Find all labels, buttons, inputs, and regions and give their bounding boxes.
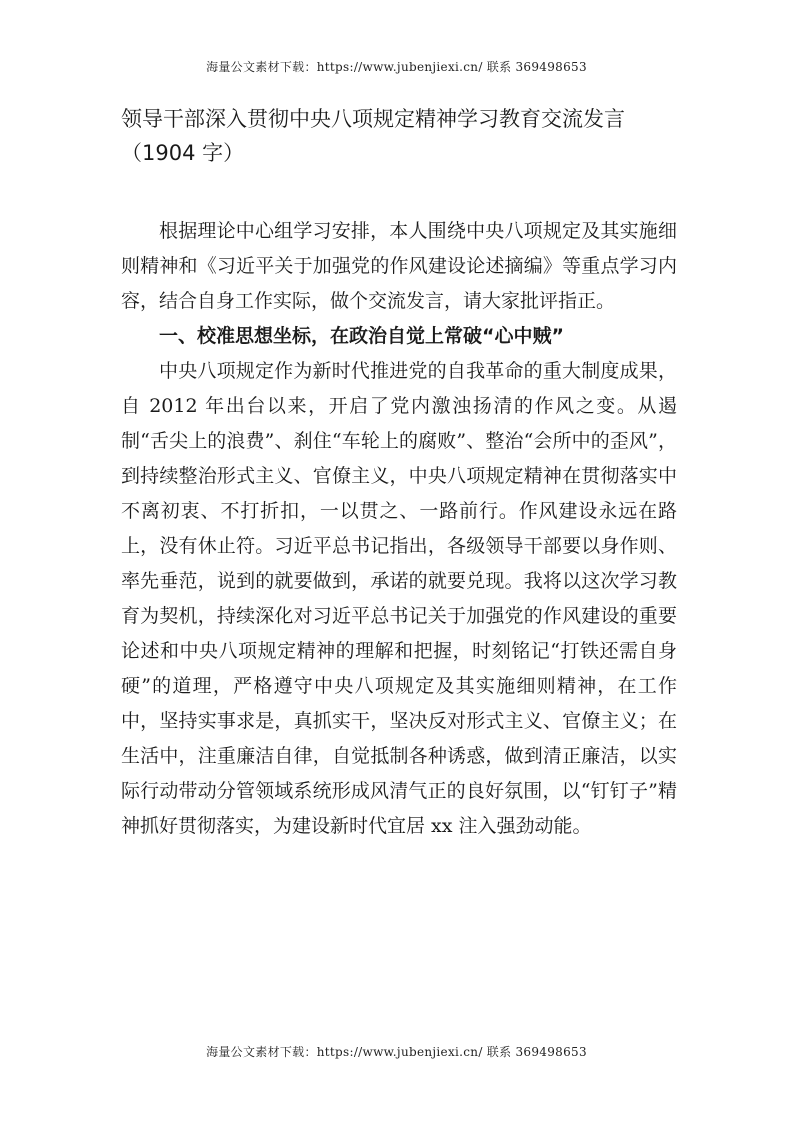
section-heading: 一、校准思想坐标，在政治自觉上常破“心中贼” (159, 325, 564, 347)
section-paragraph: 中央八项规定作为新时代推进党的自我革命的重大制度成果，自 2012 年出台以来，开启了党内激浊扬清的作风之变。从遏制“舌尖上的浪费”、刹住“车轮上的腐败”、整治“会所中的歪风”，到持续整治形式主义、官僚主义，中央八项规定精神在贯彻落实中不离初衷、不打折扣，一以贯之、一路前行。作风建设永远在路上，没有休止符。习近平总书记指出，各级领导干部要以身作则、率先垂范，说到的就要做到，承诺的就要兑现。我将以这次学习教育为契机，持续深化对习近平总书记关于加强党的作风建设的重要论述和中央八项规定精神的理解和把握，时刻铭记“打铁还需自身硬”的道理，严格遵守中央八项规定及其实施细则精神，在工作中，坚持实事求是，真抓实干，坚决反对形式主义、官僚主义；在生活中，注重廉洁自律，自觉抵制各种诱惑，做到清正廉洁，以实际行动带动分管领域系统形成风清气正的良好氛围，以“钉钉子”精神抓好贯彻落实，为建设新时代宜居 xx 注入强劲动能。 (121, 360, 677, 837)
page-footer: 海量公文素材下载：https://www.jubenjiexi.cn/ 联系 369498653 (206, 1045, 587, 1059)
page-header: 海量公文素材下载：https://www.jubenjiexi.cn/ 联系 369498653 (206, 60, 587, 74)
document-title: 领导干部深入贯彻中央八项规定精神学习教育交流发言（1904 字） (121, 107, 625, 165)
document-body (121, 214, 677, 844)
intro-paragraph: 根据理论中心组学习安排，本人围绕中央八项规定及其实施细则精神和《习近平关于加强党的作风建设论述摘编》等重点学习内容，结合自身工作实际，做个交流发言，请大家批评指正。 (121, 220, 677, 312)
